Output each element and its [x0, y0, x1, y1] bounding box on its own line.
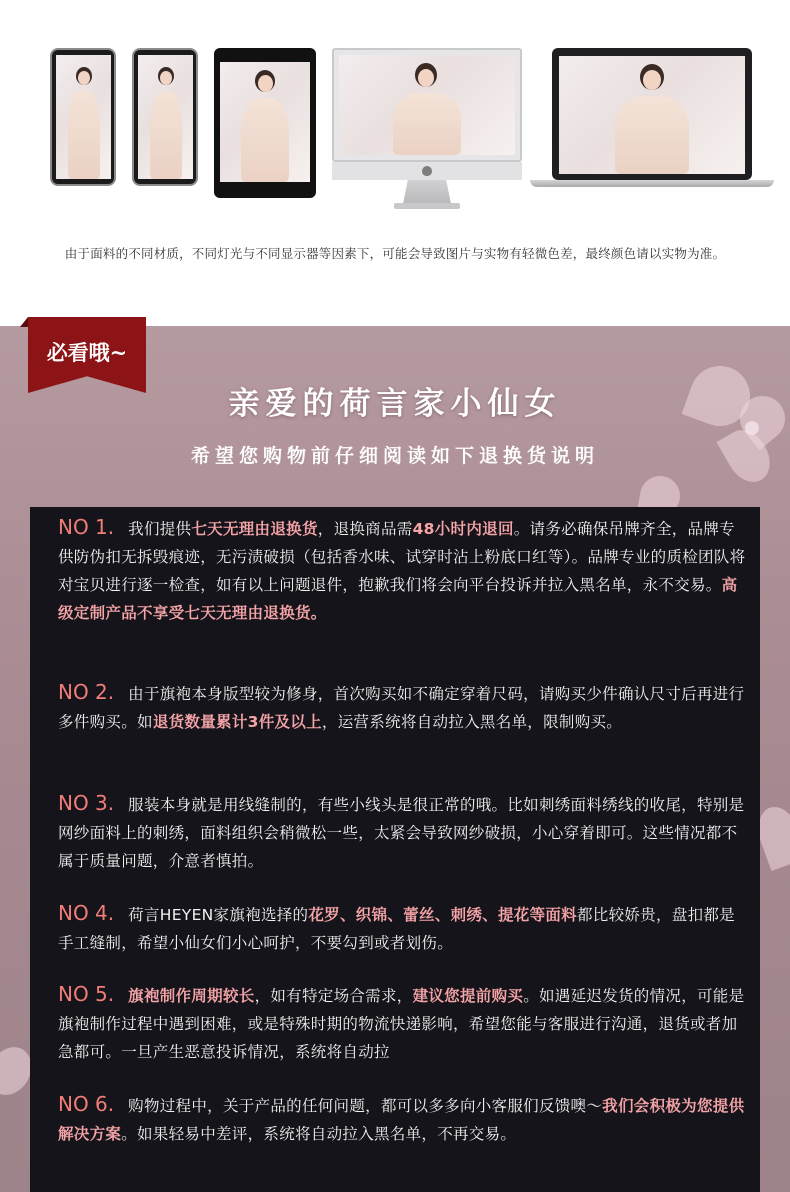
item-text: 我们提供: [128, 520, 192, 538]
item-text: ，如有特定场合需求，: [254, 987, 413, 1005]
item-number: NO 4.: [58, 901, 115, 925]
tablet-device: [214, 48, 316, 198]
ribbon-label: 必看哦~: [46, 340, 128, 365]
item-number: NO 6.: [58, 1092, 115, 1116]
item-text: 。如果轻易中差评，系统将自动拉入黑名单，不再交易。: [121, 1125, 517, 1143]
item-text: ，退换商品需: [317, 520, 413, 538]
return-policy-panel: [30, 507, 760, 1192]
policy-item-3: [58, 789, 750, 875]
item-highlight: 高级定制产品不享受七天无理由退换货。: [58, 576, 738, 622]
product-photo: [138, 55, 193, 179]
product-photo: [559, 56, 745, 174]
apple-logo-icon: [422, 166, 432, 176]
color-disclaimer: 由于面料的不同材质，不同灯光与不同显示器等因素下，可能会导致图片与实物有轻微色差，最终颜色请以实物为准。: [64, 246, 726, 261]
item-highlight: 旗袍制作周期较长: [128, 987, 255, 1005]
laptop-base: [530, 180, 774, 187]
device-showcase: [0, 0, 790, 230]
policy-item-1: [58, 513, 750, 627]
item-number: NO 2.: [58, 680, 115, 704]
desktop-monitor: [332, 48, 522, 162]
item-text: 服装本身就是用线缝制的，有些小线头是很正常的哦。比如刺绣面料绣线的收尾，特别是网纱面料上的刺绣，面料组织会稍微松一些，太紧会导致网纱破损，小心穿着即可。这些情况都不属于质量问题，介意者慎拍。: [58, 796, 745, 870]
monitor-stand: [403, 180, 451, 204]
product-photo: [56, 55, 111, 179]
main-title: 亲爱的荷言家小仙女: [228, 386, 562, 422]
item-highlight: 48小时内退回: [412, 520, 514, 538]
item-text: 。请务必确保吊牌齐全，品牌专供防伪扣无拆毁痕迹，无污渍破损（包括香水味、试穿时沾上粉底口红等）。品牌专业的质检团队将对宝贝进行逐一检查，如有以上问题退件，抱歉我们将会向平台投诉并拉入黑名单，永不交易。: [58, 520, 746, 594]
item-text: 都比较娇贵，盘扣都是手工缝制，希望小仙女们小心呵护，不要勾到或者划伤。: [58, 906, 735, 952]
item-text: 由于旗袍本身版型较为修身，首次购买如不确定穿着尺码，请购买少件确认尺寸后再进行多件购买。如: [58, 685, 745, 731]
item-highlight: 七天无理由退换货: [191, 520, 318, 538]
laptop-device: [552, 48, 752, 180]
item-text: 荷言HEYEN家旗袍选择的: [128, 906, 309, 924]
sub-title: 希望您购物前仔细阅读如下退换货说明: [190, 445, 599, 467]
monitor-chin: [332, 162, 522, 180]
item-number: NO 1.: [58, 515, 115, 539]
policy-item-2: [58, 678, 750, 736]
product-photo: [220, 62, 310, 182]
policy-item-4: [58, 899, 750, 957]
item-highlight: 我们会积极为您提供解决方案: [58, 1097, 745, 1143]
policy-item-6: [58, 1090, 750, 1148]
item-highlight: 退货数量累计3件及以上: [152, 713, 322, 731]
product-photo: [339, 55, 515, 155]
policy-item-5: [58, 980, 750, 1066]
phone-device-2: [132, 48, 198, 186]
item-text: ，运营系统将自动拉入黑名单，限制购买。: [321, 713, 623, 731]
item-text: 购物过程中，关于产品的任何问题，都可以多多向小客服们反馈噢～: [128, 1097, 603, 1115]
item-highlight: 建议您提前购买: [412, 987, 524, 1005]
item-number: NO 5.: [58, 982, 115, 1006]
monitor-base: [394, 203, 460, 209]
item-number: NO 3.: [58, 791, 115, 815]
phone-device-1: [50, 48, 116, 186]
item-text: 。如遇延迟发货的情况，可能是旗袍制作过程中遇到困难，或是特殊时期的物流快递影响，希望您能与客服进行沟通，退货或者加急都可。一旦产生恶意投诉情况，系统将自动拉: [58, 987, 745, 1061]
item-highlight: 花罗、织锦、蕾丝、刺绣、提花等面料: [308, 906, 577, 924]
